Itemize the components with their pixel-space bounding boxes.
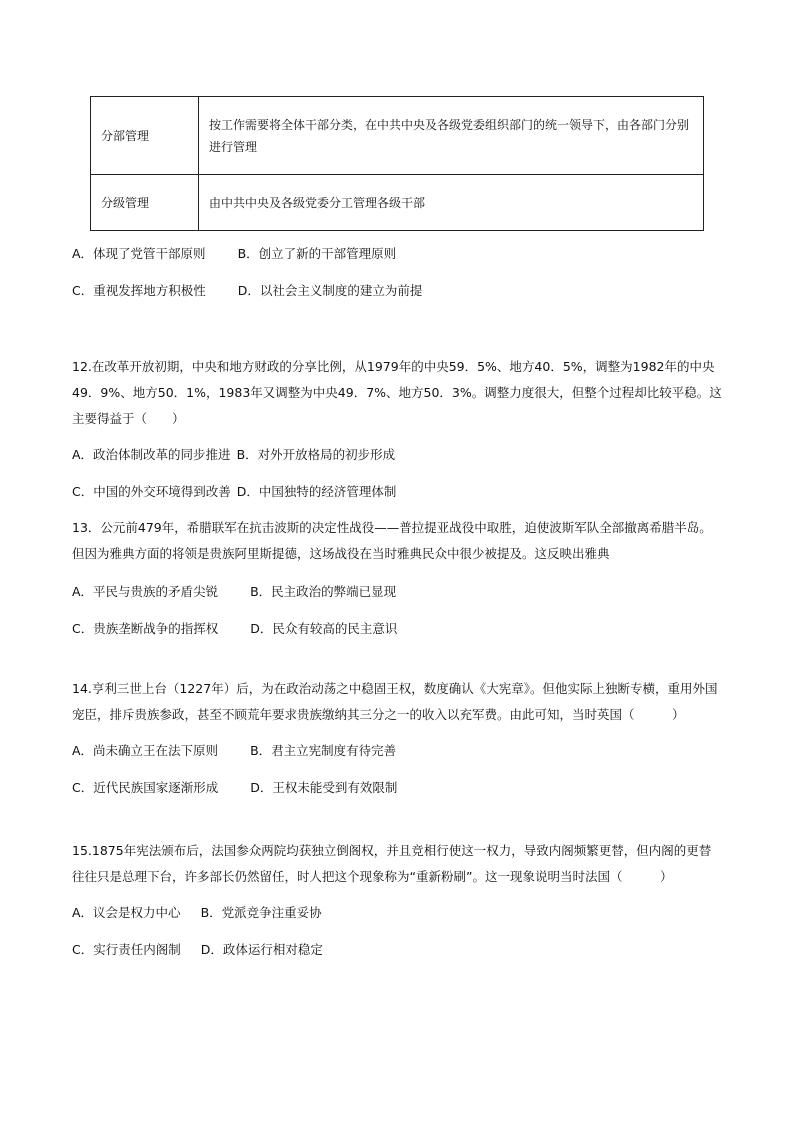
option-b[interactable]: B．对外开放格局的初步形成 [236, 447, 396, 462]
question-14 [72, 676, 722, 797]
question-stem: 14.亨利三世上台（1227年）后，为在政治动荡之中稳固王权，数度确认《大宪章》。但他实际上独断专横，重用外国宠臣，排斥贵族参政，甚至不顾荒年要求贵族缴纳其三分之一的收入以充军费。由此可知，当时英国（ ） [72, 681, 718, 722]
option-row [72, 583, 722, 601]
option-b[interactable]: B．民主政治的弊端已显现 [250, 584, 397, 599]
option-row [72, 282, 722, 300]
option-row [72, 779, 722, 797]
table-cell-value: 按工作需要将全体干部分类，在中共中央及各级党委组织部门的统一领导下，由各部门分别进行管理 [199, 97, 704, 175]
option-a[interactable]: A．尚未确立王在法下原则 [72, 743, 219, 758]
option-row [72, 941, 722, 959]
option-b[interactable]: B．君主立宪制度有待完善 [250, 743, 397, 758]
table-row [91, 175, 704, 231]
option-a[interactable]: A．体现了党管干部原则 [72, 246, 206, 261]
option-row [72, 446, 722, 464]
option-d[interactable]: D．民众有较高的民主意识 [250, 621, 398, 636]
option-c[interactable]: C．中国的外交环境得到改善 [72, 484, 231, 499]
option-d[interactable]: D．王权未能受到有效限制 [250, 780, 398, 795]
option-d[interactable]: D．以社会主义制度的建立为前提 [237, 283, 423, 298]
option-c[interactable]: C．近代民族国家逐渐形成 [72, 780, 219, 795]
option-row [72, 245, 722, 263]
question-stem: 13．公元前479年，希腊联军在抗击波斯的决定性战役——普拉提亚战役中取胜，迫使波斯军队全部撤离希腊半岛。但因为雅典方面的将领是贵族阿里斯提德，这场战役在当时雅典民众中很少被提及。这反映出雅典 [72, 520, 712, 561]
option-c[interactable]: C．实行责任内阁制 [72, 942, 181, 957]
table-cell-key: 分级管理 [91, 175, 199, 231]
option-row [72, 483, 722, 501]
option-c[interactable]: C．贵族垄断战争的指挥权 [72, 621, 219, 636]
option-d[interactable]: D．中国独特的经济管理体制 [236, 484, 397, 499]
option-row [72, 904, 722, 922]
option-b[interactable]: B．创立了新的干部管理原则 [237, 246, 397, 261]
option-a[interactable]: A．政治体制改革的同步推进 [72, 447, 231, 462]
q11-options [72, 245, 722, 300]
option-row [72, 742, 722, 760]
question-12 [72, 354, 722, 501]
option-a[interactable]: A．平民与贵族的矛盾尖锐 [72, 584, 219, 599]
question-stem: 12.在改革开放初期，中央和地方财政的分享比例，从1979年的中央59．5%、地方40．5%，调整为1982年的中央49．9%、地方50．1%，1983年又调整为中央49．7%、地方50．3%。调整力度很大，但整个过程却比较平稳。这主要得益于（ ） [72, 359, 722, 426]
table-row [91, 97, 704, 175]
option-row [72, 620, 722, 638]
option-c[interactable]: C．重视发挥地方积极性 [72, 283, 206, 298]
option-a[interactable]: A．议会是权力中心 [72, 905, 181, 920]
table-cell-key: 分部管理 [91, 97, 199, 175]
definition-table [90, 96, 704, 231]
question-13 [72, 515, 722, 638]
question-stem: 15.1875年宪法颁布后，法国参众两院均获独立倒阁权，并且竞相行使这一权力，导致内阁频繁更替，但内阁的更替往往只是总理下台，许多部长仍然留任，时人把这个现象称为“重新粉刷”。这一现象说明当时法国（ ） [72, 843, 712, 884]
option-d[interactable]: D．政体运行相对稳定 [200, 942, 323, 957]
question-15 [72, 838, 722, 959]
table-cell-value: 由中共中央及各级党委分工管理各级干部 [199, 175, 704, 231]
option-b[interactable]: B．党派竞争注重妥协 [200, 905, 322, 920]
